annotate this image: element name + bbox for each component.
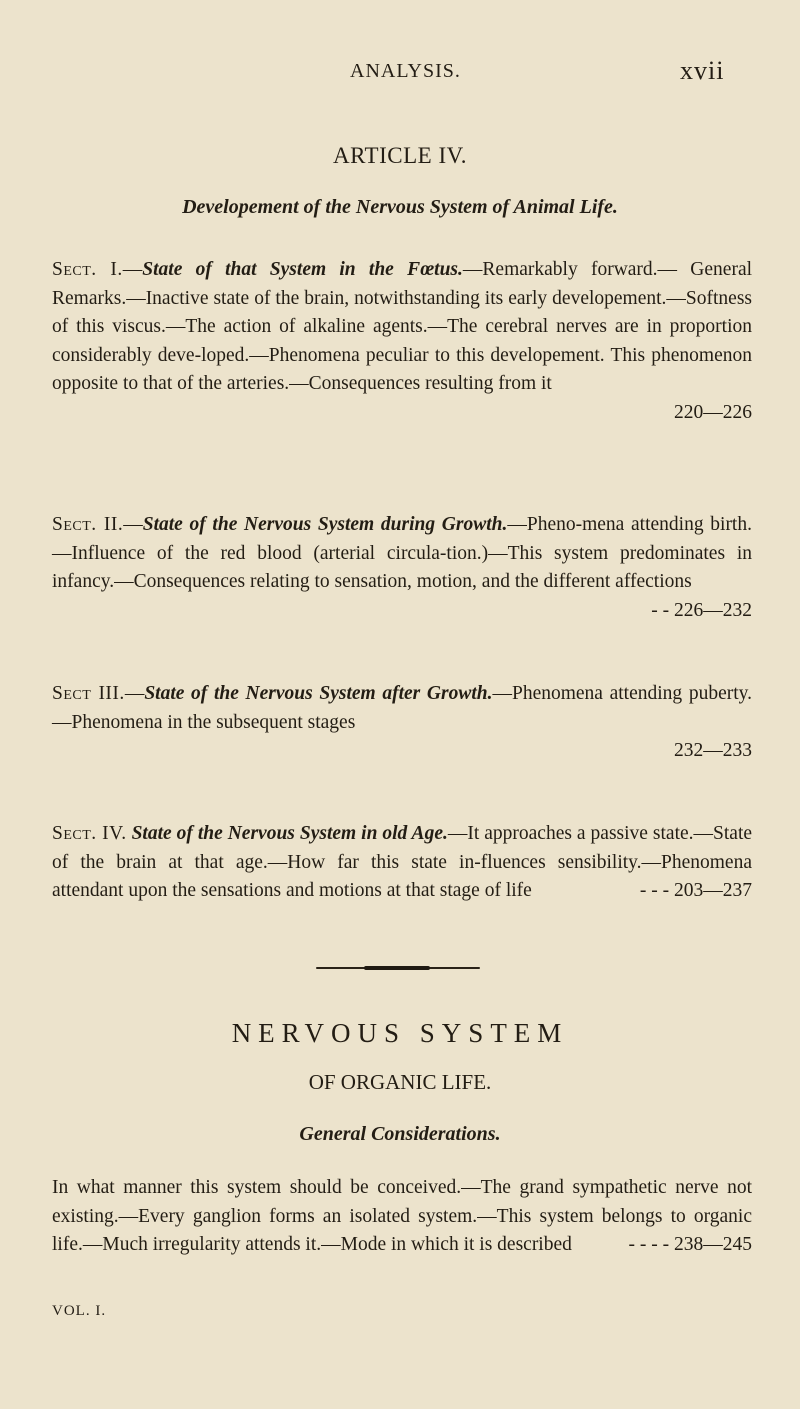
section-divider [316, 967, 480, 969]
running-head [0, 56, 800, 86]
section-paragraph: Sect. II.—State of the Nervous System during Growth.—Pheno-mena attending birth.—Influence of the red blood (arterial circula-tion.)—This system predominates in infancy.—Consequences relating to sensation, motion, and the different affections - - 226—232 [52, 511, 752, 625]
section-label: Sect III. [52, 683, 125, 704]
part-subheading: OF ORGANIC LIFE. [308, 1070, 492, 1094]
page-range: 220—226 [674, 401, 752, 423]
section-paragraph: Sect. I.—State of that System in the Fœtus.—Remarkably forward.— General Remarks.—Inactive state of the brain, notwithstanding its early developement.—Softness of this viscus.—The action of alkaline agents.—The cerebral nerves are in proportion considerably deve-loped.—Phenomena peculiar to this developement. This phenomenon opposite to that of the arteries.—Consequences resulting from it 220—226 [52, 256, 752, 427]
section-paragraph: Sect III.—State of the Nervous System after Growth.—Phenomena attending puberty.—Phenomena in the subsequent stages 232—233 [52, 680, 752, 766]
considerations-paragraph [52, 1174, 752, 1260]
section-title: State of the Nervous System during Growth. [142, 514, 508, 535]
part-heading: NERVOUS SYSTEM [231, 1018, 569, 1048]
section-title: State of that System in the Fœtus. [142, 259, 463, 280]
running-head-title: ANALYSIS. [350, 60, 461, 82]
section-summary: Remarkably forward.— General Remarks.—Inactive state of the brain, notwithstanding its early developement.—Softness of this viscus.—The action of alkaline agents.—The cerebral nerves are in proportion considerably deve-loped.—Phenomena peculiar to this developement. This phenomenon opposite to that of the arteries.—Consequences resulting from it [52, 259, 753, 394]
section-paragraph: Sect. IV. State of the Nervous System in old Age.—It approaches a passive state.—State of the brain at that age.—How far this state in-fluences sensibility.—Phenomena attendant upon the sensations and motions at that stage of life - - - 203—237 [52, 820, 752, 906]
article-title: ARTICLE IV. [332, 143, 468, 168]
section-summary: It approaches a passive state.—State of the brain at that age.—How far this state in-fluences sensibility.—Phenomena attendant upon the sensations and motions at that stage of life [52, 823, 753, 901]
page-folio: xvii [680, 56, 725, 85]
considerations-title: General Considerations. [299, 1123, 501, 1145]
section-label: Sect. IV. [52, 823, 127, 844]
section-summary: Pheno-mena attending birth.—Influence of the red blood (arterial circula-tion.)—This system predominates in infancy.—Consequences relating to sensation, motion, and the different affections [52, 514, 752, 592]
section-label: Sect. II. [52, 514, 124, 535]
page-range: 232—233 [674, 740, 752, 761]
section-summary: Phenomena attending puberty.—Phenomena in the subsequent stages [52, 683, 752, 733]
considerations-summary: In what manner this system should be conceived.—The grand sympathetic nerve not existing.—Every ganglion forms an isolated system.—This system belongs to organic life.—Much irregularity attends it.—Mode in which it is described [52, 1177, 752, 1255]
page-range: - - 226—232 [651, 599, 752, 621]
volume-signature: VOL. I. [52, 1303, 107, 1319]
article-subtitle: Developement of the Nervous System of Animal Life. [182, 196, 618, 218]
section-title: State of the Nervous System after Growth. [144, 683, 493, 704]
section-title: State of the Nervous System in old Age. [131, 823, 448, 844]
page-range: - - - - 238—245 [628, 1234, 752, 1255]
section-label: Sect. I. [52, 259, 123, 280]
page-range: - - - 203—237 [639, 880, 752, 901]
